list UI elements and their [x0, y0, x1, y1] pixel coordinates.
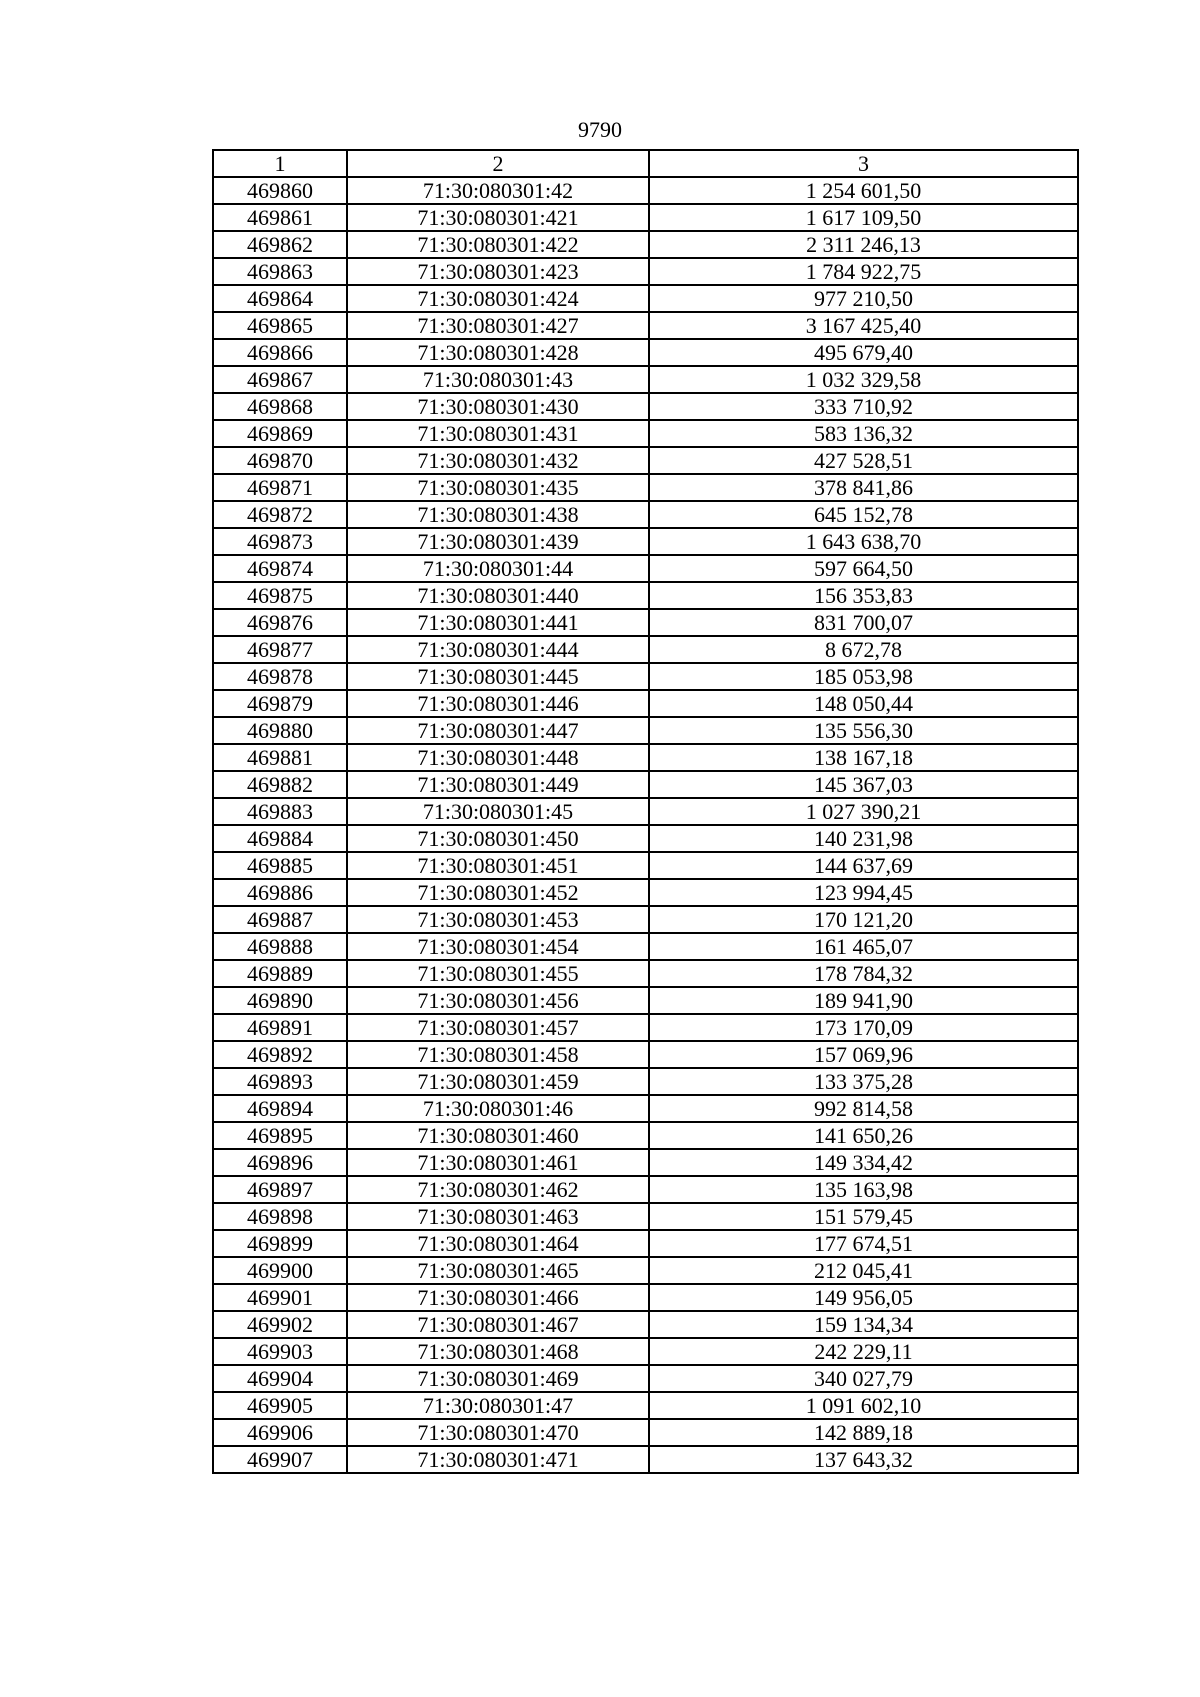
table-row: [213, 582, 1078, 609]
cadastral-number-cell: 71:30:080301:42: [347, 177, 649, 204]
cadastral-number-cell: 71:30:080301:43: [347, 366, 649, 393]
table-row: [213, 1338, 1078, 1365]
row-number-cell: 469883: [213, 798, 347, 825]
value-cell: 583 136,32: [649, 420, 1078, 447]
value-cell: 1 091 602,10: [649, 1392, 1078, 1419]
value-cell: 135 556,30: [649, 717, 1078, 744]
table-row: [213, 879, 1078, 906]
value-cell: 159 134,34: [649, 1311, 1078, 1338]
table-row: [213, 420, 1078, 447]
table-row: [213, 447, 1078, 474]
cadastral-number-cell: 71:30:080301:46: [347, 1095, 649, 1122]
value-cell: 177 674,51: [649, 1230, 1078, 1257]
row-number-cell: 469876: [213, 609, 347, 636]
cadastral-number-cell: 71:30:080301:421: [347, 204, 649, 231]
table-body: [213, 177, 1078, 1473]
table-row: [213, 1392, 1078, 1419]
table-row: [213, 1149, 1078, 1176]
table-row: [213, 1419, 1078, 1446]
value-cell: 170 121,20: [649, 906, 1078, 933]
cadastral-number-cell: 71:30:080301:469: [347, 1365, 649, 1392]
row-number-cell: 469874: [213, 555, 347, 582]
cadastral-number-cell: 71:30:080301:44: [347, 555, 649, 582]
row-number-cell: 469893: [213, 1068, 347, 1095]
table-row: [213, 393, 1078, 420]
table-row: [213, 717, 1078, 744]
table-row: [213, 1365, 1078, 1392]
row-number-cell: 469906: [213, 1419, 347, 1446]
value-cell: 333 710,92: [649, 393, 1078, 420]
table-row: [213, 771, 1078, 798]
cadastral-number-cell: 71:30:080301:464: [347, 1230, 649, 1257]
value-cell: 378 841,86: [649, 474, 1078, 501]
row-number-cell: 469896: [213, 1149, 347, 1176]
table-header: [213, 150, 1078, 177]
table-row: [213, 906, 1078, 933]
value-cell: 645 152,78: [649, 501, 1078, 528]
row-number-cell: 469872: [213, 501, 347, 528]
cadastral-number-cell: 71:30:080301:422: [347, 231, 649, 258]
row-number-cell: 469887: [213, 906, 347, 933]
table-row: [213, 1068, 1078, 1095]
cadastral-number-cell: 71:30:080301:456: [347, 987, 649, 1014]
row-number-cell: 469870: [213, 447, 347, 474]
table-row: [213, 1257, 1078, 1284]
table-row: [213, 1311, 1078, 1338]
cadastral-number-cell: 71:30:080301:432: [347, 447, 649, 474]
row-number-cell: 469885: [213, 852, 347, 879]
row-number-cell: 469866: [213, 339, 347, 366]
row-number-cell: 469901: [213, 1284, 347, 1311]
cadastral-number-cell: 71:30:080301:428: [347, 339, 649, 366]
table-row: [213, 852, 1078, 879]
column-header-3: 3: [649, 150, 1078, 177]
table-row: [213, 474, 1078, 501]
table-row: [213, 204, 1078, 231]
row-number-cell: 469864: [213, 285, 347, 312]
value-cell: 1 027 390,21: [649, 798, 1078, 825]
table-row: [213, 636, 1078, 663]
table-row: [213, 1095, 1078, 1122]
value-cell: 340 027,79: [649, 1365, 1078, 1392]
table-row: [213, 231, 1078, 258]
row-number-cell: 469879: [213, 690, 347, 717]
value-cell: 1 032 329,58: [649, 366, 1078, 393]
cadastral-number-cell: 71:30:080301:467: [347, 1311, 649, 1338]
table-row: [213, 933, 1078, 960]
cadastral-number-cell: 71:30:080301:457: [347, 1014, 649, 1041]
cadastral-number-cell: 71:30:080301:445: [347, 663, 649, 690]
cadastral-number-cell: 71:30:080301:424: [347, 285, 649, 312]
value-cell: 495 679,40: [649, 339, 1078, 366]
cadastral-number-cell: 71:30:080301:452: [347, 879, 649, 906]
cadastral-number-cell: 71:30:080301:461: [347, 1149, 649, 1176]
cadastral-number-cell: 71:30:080301:449: [347, 771, 649, 798]
value-cell: 3 167 425,40: [649, 312, 1078, 339]
table-row: [213, 555, 1078, 582]
cadastral-number-cell: 71:30:080301:45: [347, 798, 649, 825]
table-row: [213, 825, 1078, 852]
table-row: [213, 285, 1078, 312]
cadastral-number-cell: 71:30:080301:453: [347, 906, 649, 933]
row-number-cell: 469868: [213, 393, 347, 420]
row-number-cell: 469889: [213, 960, 347, 987]
row-number-cell: 469904: [213, 1365, 347, 1392]
table-row: [213, 258, 1078, 285]
value-cell: 185 053,98: [649, 663, 1078, 690]
cadastral-number-cell: 71:30:080301:438: [347, 501, 649, 528]
table-row: [213, 609, 1078, 636]
column-header-1: 1: [213, 150, 347, 177]
value-cell: 178 784,32: [649, 960, 1078, 987]
cadastral-number-cell: 71:30:080301:423: [347, 258, 649, 285]
value-cell: 145 367,03: [649, 771, 1078, 798]
cadastral-number-cell: 71:30:080301:460: [347, 1122, 649, 1149]
value-cell: 138 167,18: [649, 744, 1078, 771]
value-cell: 427 528,51: [649, 447, 1078, 474]
value-cell: 133 375,28: [649, 1068, 1078, 1095]
value-cell: 149 334,42: [649, 1149, 1078, 1176]
value-cell: 148 050,44: [649, 690, 1078, 717]
table-row: [213, 798, 1078, 825]
table-row: [213, 987, 1078, 1014]
row-number-cell: 469880: [213, 717, 347, 744]
row-number-cell: 469903: [213, 1338, 347, 1365]
cadastral-number-cell: 71:30:080301:466: [347, 1284, 649, 1311]
row-number-cell: 469888: [213, 933, 347, 960]
value-cell: 2 311 246,13: [649, 231, 1078, 258]
row-number-cell: 469907: [213, 1446, 347, 1473]
cadastral-number-cell: 71:30:080301:470: [347, 1419, 649, 1446]
row-number-cell: 469869: [213, 420, 347, 447]
value-cell: 156 353,83: [649, 582, 1078, 609]
row-number-cell: 469895: [213, 1122, 347, 1149]
table-row: [213, 1176, 1078, 1203]
value-cell: 173 170,09: [649, 1014, 1078, 1041]
row-number-cell: 469894: [213, 1095, 347, 1122]
row-number-cell: 469886: [213, 879, 347, 906]
row-number-cell: 469882: [213, 771, 347, 798]
value-cell: 831 700,07: [649, 609, 1078, 636]
cadastral-number-cell: 71:30:080301:462: [347, 1176, 649, 1203]
page-number: 9790: [578, 117, 622, 142]
row-number-cell: 469862: [213, 231, 347, 258]
value-cell: 977 210,50: [649, 285, 1078, 312]
row-number-cell: 469873: [213, 528, 347, 555]
table-row: [213, 528, 1078, 555]
cadastral-number-cell: 71:30:080301:451: [347, 852, 649, 879]
value-cell: 1 254 601,50: [649, 177, 1078, 204]
row-number-cell: 469875: [213, 582, 347, 609]
value-cell: 141 650,26: [649, 1122, 1078, 1149]
header-row: [213, 150, 1078, 177]
table-row: [213, 177, 1078, 204]
row-number-cell: 469871: [213, 474, 347, 501]
cadastral-number-cell: 71:30:080301:454: [347, 933, 649, 960]
value-cell: 212 045,41: [649, 1257, 1078, 1284]
cadastral-number-cell: 71:30:080301:430: [347, 393, 649, 420]
value-cell: 1 617 109,50: [649, 204, 1078, 231]
column-header-2: 2: [347, 150, 649, 177]
value-cell: 144 637,69: [649, 852, 1078, 879]
row-number-cell: 469902: [213, 1311, 347, 1338]
row-number-cell: 469860: [213, 177, 347, 204]
value-cell: 142 889,18: [649, 1419, 1078, 1446]
table-row: [213, 744, 1078, 771]
value-cell: 189 941,90: [649, 987, 1078, 1014]
row-number-cell: 469881: [213, 744, 347, 771]
cadastral-number-cell: 71:30:080301:431: [347, 420, 649, 447]
table-row: [213, 1041, 1078, 1068]
row-number-cell: 469897: [213, 1176, 347, 1203]
table-row: [213, 1230, 1078, 1257]
value-cell: 1 784 922,75: [649, 258, 1078, 285]
cadastral-number-cell: 71:30:080301:450: [347, 825, 649, 852]
value-cell: 137 643,32: [649, 1446, 1078, 1473]
value-cell: 597 664,50: [649, 555, 1078, 582]
table-row: [213, 1014, 1078, 1041]
value-cell: 149 956,05: [649, 1284, 1078, 1311]
cadastral-number-cell: 71:30:080301:465: [347, 1257, 649, 1284]
cadastral-number-cell: 71:30:080301:458: [347, 1041, 649, 1068]
cadastral-number-cell: 71:30:080301:439: [347, 528, 649, 555]
cadastral-number-cell: 71:30:080301:463: [347, 1203, 649, 1230]
value-cell: 135 163,98: [649, 1176, 1078, 1203]
table-row: [213, 312, 1078, 339]
row-number-cell: 469867: [213, 366, 347, 393]
table-row: [213, 663, 1078, 690]
row-number-cell: 469861: [213, 204, 347, 231]
row-number-cell: 469905: [213, 1392, 347, 1419]
cadastral-number-cell: 71:30:080301:455: [347, 960, 649, 987]
value-cell: 8 672,78: [649, 636, 1078, 663]
cadastral-number-cell: 71:30:080301:427: [347, 312, 649, 339]
table-row: [213, 690, 1078, 717]
value-cell: 151 579,45: [649, 1203, 1078, 1230]
row-number-cell: 469878: [213, 663, 347, 690]
row-number-cell: 469899: [213, 1230, 347, 1257]
table-row: [213, 339, 1078, 366]
cadastral-number-cell: 71:30:080301:459: [347, 1068, 649, 1095]
value-cell: 157 069,96: [649, 1041, 1078, 1068]
table-row: [213, 1284, 1078, 1311]
cadastral-number-cell: 71:30:080301:435: [347, 474, 649, 501]
table-row: [213, 1446, 1078, 1473]
cadastral-number-cell: 71:30:080301:444: [347, 636, 649, 663]
registry-table: [212, 149, 1079, 1474]
row-number-cell: 469898: [213, 1203, 347, 1230]
cadastral-number-cell: 71:30:080301:471: [347, 1446, 649, 1473]
table-row: [213, 1122, 1078, 1149]
value-cell: 161 465,07: [649, 933, 1078, 960]
cadastral-number-cell: 71:30:080301:468: [347, 1338, 649, 1365]
row-number-cell: 469865: [213, 312, 347, 339]
cadastral-number-cell: 71:30:080301:441: [347, 609, 649, 636]
value-cell: 123 994,45: [649, 879, 1078, 906]
table-row: [213, 960, 1078, 987]
row-number-cell: 469890: [213, 987, 347, 1014]
table-row: [213, 1203, 1078, 1230]
table-row: [213, 501, 1078, 528]
row-number-cell: 469892: [213, 1041, 347, 1068]
cadastral-number-cell: 71:30:080301:446: [347, 690, 649, 717]
row-number-cell: 469863: [213, 258, 347, 285]
table-row: [213, 366, 1078, 393]
row-number-cell: 469877: [213, 636, 347, 663]
cadastral-number-cell: 71:30:080301:440: [347, 582, 649, 609]
value-cell: 140 231,98: [649, 825, 1078, 852]
row-number-cell: 469891: [213, 1014, 347, 1041]
cadastral-number-cell: 71:30:080301:447: [347, 717, 649, 744]
value-cell: 242 229,11: [649, 1338, 1078, 1365]
value-cell: 1 643 638,70: [649, 528, 1078, 555]
cadastral-number-cell: 71:30:080301:448: [347, 744, 649, 771]
value-cell: 992 814,58: [649, 1095, 1078, 1122]
row-number-cell: 469884: [213, 825, 347, 852]
row-number-cell: 469900: [213, 1257, 347, 1284]
cadastral-number-cell: 71:30:080301:47: [347, 1392, 649, 1419]
